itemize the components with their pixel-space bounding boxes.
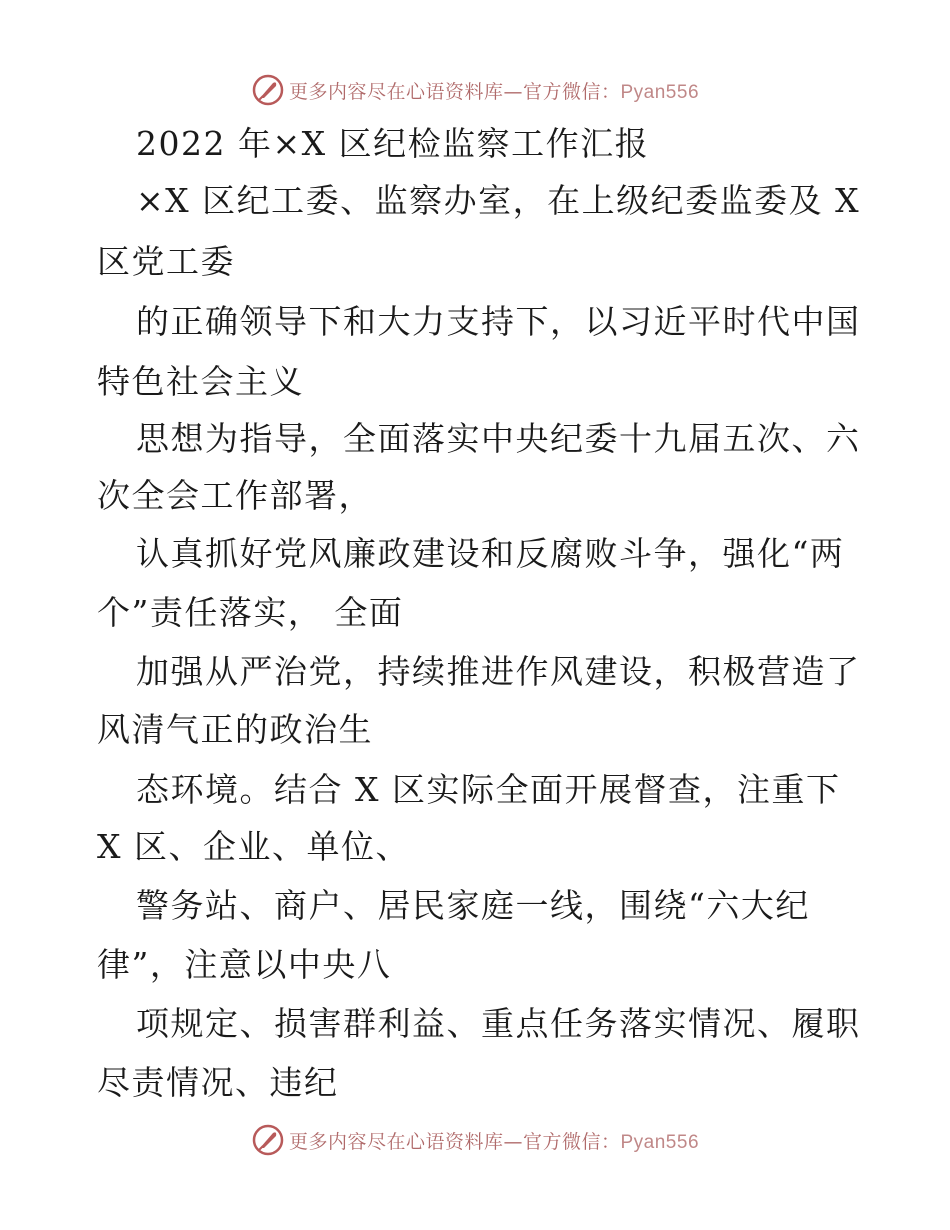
paragraph-line: 的正确领导下和大力支持下，以习近平时代中国 xyxy=(136,302,861,341)
paragraph-line: 警务站、商户、居民家庭一线，围绕“六大纪 xyxy=(136,886,810,925)
paragraph-line: 加强从严治党，持续推进作风建设，积极营造了 xyxy=(136,652,861,691)
paragraph-line: 特色社会主义 xyxy=(97,362,304,401)
watermark-text: 更多内容尽在心语资料库—官方微信：Pyan556 xyxy=(288,1130,700,1153)
paragraph-line: 态环境。结合 X 区实际全面开展督查，注重下 xyxy=(136,770,841,809)
paragraph-line: 尽责情况、违纪 xyxy=(97,1063,339,1102)
paragraph-line: 认真抓好党风廉政建设和反腐败斗争，强化“两 xyxy=(136,534,845,573)
paragraph-line: 律”，注意以中央八 xyxy=(97,945,392,984)
watermark-text: 更多内容尽在心语资料库—官方微信：Pyan556 xyxy=(288,80,700,103)
paragraph-line: ×X 区纪工委、监察办室，在上级纪委监委及 X xyxy=(136,181,861,220)
document-title: 2022 年×X 区纪检监察工作汇报 xyxy=(136,124,650,163)
paragraph-line: 思想为指导，全面落实中央纪委十九届五次、六 xyxy=(136,419,861,458)
feather-pen-icon xyxy=(251,1123,285,1157)
paragraph-line: X 区、企业、单位、 xyxy=(97,827,410,866)
paragraph-line: 次全会工作部署， xyxy=(97,476,373,515)
paragraph-line: 个”责任落实， 全面 xyxy=(97,593,404,632)
paragraph-line: 项规定、损害群利益、重点任务落实情况、履职 xyxy=(136,1004,861,1043)
paragraph-line: 风清气正的政治生 xyxy=(97,710,373,749)
footer-watermark xyxy=(0,1120,950,1160)
feather-pen-icon xyxy=(251,73,285,107)
header-watermark xyxy=(0,70,950,110)
paragraph-line: 区党工委 xyxy=(97,242,235,281)
